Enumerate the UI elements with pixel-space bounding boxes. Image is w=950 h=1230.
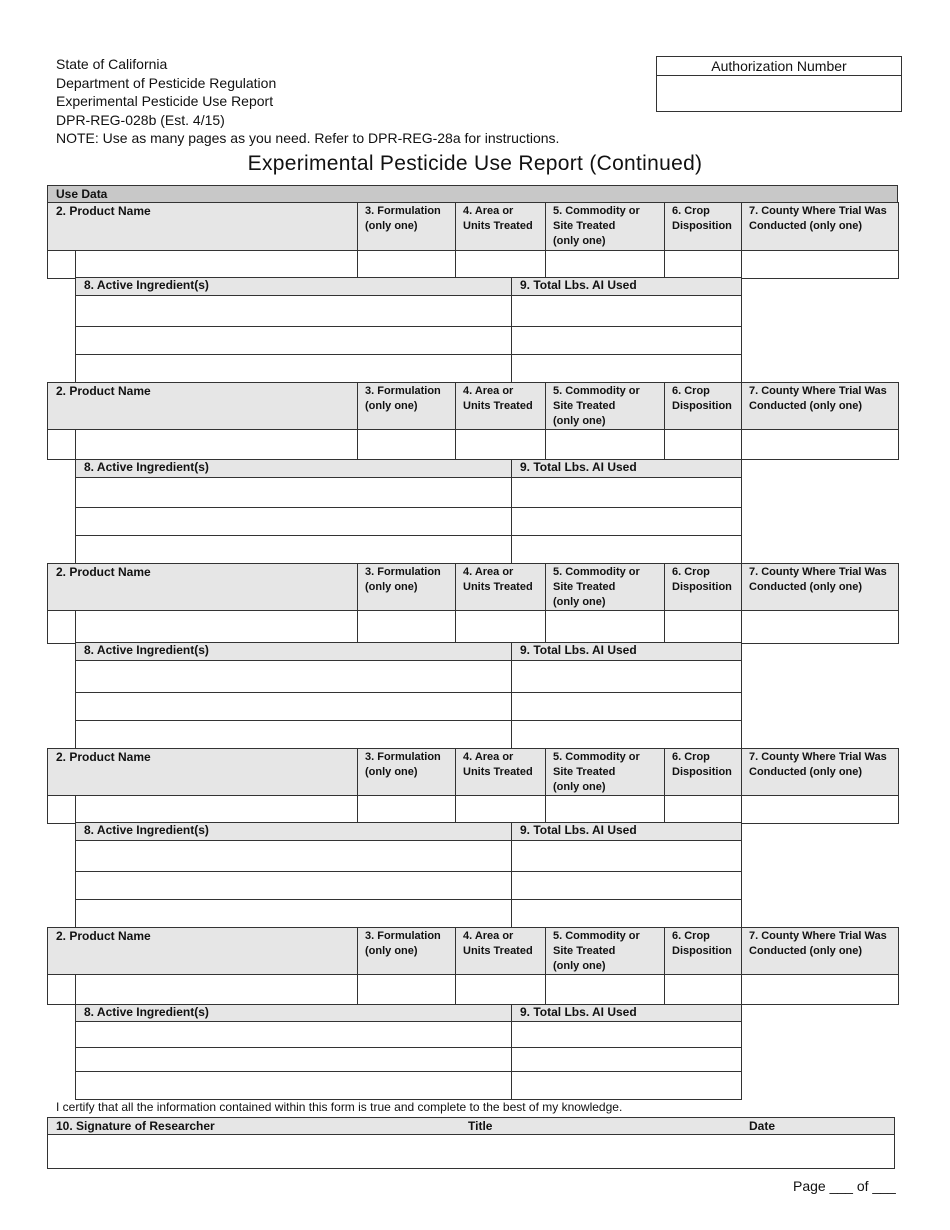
commodity-site-input[interactable] [545, 250, 665, 279]
formulation-input[interactable] [357, 974, 456, 1005]
row-index-cell [47, 795, 76, 824]
formulation-input[interactable] [357, 429, 456, 460]
active-ingredient-header: 8. Active Ingredient(s) [75, 822, 512, 841]
row-index-cell [47, 610, 76, 644]
county-input[interactable] [741, 795, 899, 824]
total-lbs-ai-input[interactable] [511, 871, 742, 900]
active-ingredient-header: 8. Active Ingredient(s) [75, 459, 512, 478]
formulation-header: 3. Formulation (only one) [357, 202, 456, 251]
total-lbs-ai-header: 9. Total Lbs. AI Used [511, 642, 742, 661]
product-name-header: 2. Product Name [47, 748, 358, 796]
total-lbs-ai-header: 9. Total Lbs. AI Used [511, 1004, 742, 1022]
county-input[interactable] [741, 429, 899, 460]
commodity-site-input[interactable] [545, 429, 665, 460]
area-treated-input[interactable] [455, 795, 546, 824]
authorization-number-field[interactable] [657, 76, 901, 112]
formulation-input[interactable] [357, 795, 456, 824]
area-treated-input[interactable] [455, 250, 546, 279]
active-ingredient-input[interactable] [75, 660, 512, 693]
area-treated-header: 4. Area or Units Treated [455, 563, 546, 611]
active-ingredient-input[interactable] [75, 477, 512, 508]
form-id: DPR-REG-028b (Est. 4/15) [56, 112, 225, 128]
active-ingredient-header: 8. Active Ingredient(s) [75, 642, 512, 661]
active-ingredient-input[interactable] [75, 1047, 512, 1072]
active-ingredient-input[interactable] [75, 692, 512, 721]
county-header: 7. County Where Trial Was Conducted (only one) [741, 563, 899, 611]
total-lbs-ai-input[interactable] [511, 1047, 742, 1072]
active-ingredient-input[interactable] [75, 899, 512, 928]
active-ingredient-input[interactable] [75, 1021, 512, 1048]
county-header: 7. County Where Trial Was Conducted (only one) [741, 202, 899, 251]
area-treated-header: 4. Area or Units Treated [455, 748, 546, 796]
formulation-header: 3. Formulation (only one) [357, 382, 456, 430]
page-indicator: Page ___ of ___ [793, 1178, 896, 1194]
total-lbs-ai-input[interactable] [511, 660, 742, 693]
total-lbs-ai-header: 9. Total Lbs. AI Used [511, 822, 742, 841]
product-name-header: 2. Product Name [47, 563, 358, 611]
commodity-site-header: 5. Commodity or Site Treated (only one) [545, 202, 665, 251]
signature-label: 10. Signature of Researcher [56, 1119, 215, 1133]
active-ingredient-input[interactable] [75, 326, 512, 355]
crop-disposition-header: 6. Crop Disposition [664, 563, 742, 611]
county-header: 7. County Where Trial Was Conducted (only one) [741, 927, 899, 975]
commodity-site-header: 5. Commodity or Site Treated (only one) [545, 382, 665, 430]
total-lbs-ai-input[interactable] [511, 1071, 742, 1100]
signature-field[interactable] [48, 1135, 468, 1168]
row-index-cell [47, 974, 76, 1005]
county-header: 7. County Where Trial Was Conducted (only one) [741, 748, 899, 796]
active-ingredient-input[interactable] [75, 354, 512, 383]
commodity-site-input[interactable] [545, 795, 665, 824]
crop-disposition-input[interactable] [664, 610, 742, 644]
active-ingredient-input[interactable] [75, 840, 512, 872]
active-ingredient-input[interactable] [75, 535, 512, 564]
product-name-input[interactable] [75, 429, 358, 460]
active-ingredient-input[interactable] [75, 507, 512, 536]
product-name-header: 2. Product Name [47, 382, 358, 430]
active-ingredient-input[interactable] [75, 1071, 512, 1100]
total-lbs-ai-input[interactable] [511, 1021, 742, 1048]
area-treated-input[interactable] [455, 610, 546, 644]
commodity-site-input[interactable] [545, 610, 665, 644]
total-lbs-ai-input[interactable] [511, 535, 742, 564]
total-lbs-ai-input[interactable] [511, 326, 742, 355]
total-lbs-ai-input[interactable] [511, 899, 742, 928]
agency-department: Department of Pesticide Regulation [56, 75, 277, 91]
county-header: 7. County Where Trial Was Conducted (only one) [741, 382, 899, 430]
crop-disposition-header: 6. Crop Disposition [664, 748, 742, 796]
area-treated-header: 4. Area or Units Treated [455, 927, 546, 975]
certification-statement: I certify that all the information contained within this form is true and complete to the best of my knowledge. [56, 1100, 623, 1114]
formulation-header: 3. Formulation (only one) [357, 748, 456, 796]
commodity-site-header: 5. Commodity or Site Treated (only one) [545, 927, 665, 975]
crop-disposition-input[interactable] [664, 429, 742, 460]
area-treated-input[interactable] [455, 429, 546, 460]
total-lbs-ai-input[interactable] [511, 507, 742, 536]
county-input[interactable] [741, 250, 899, 279]
product-name-input[interactable] [75, 795, 358, 824]
instructions-note: NOTE: Use as many pages as you need. Refer to DPR-REG-28a for instructions. [56, 130, 560, 146]
crop-disposition-input[interactable] [664, 795, 742, 824]
crop-disposition-input[interactable] [664, 250, 742, 279]
total-lbs-ai-input[interactable] [511, 720, 742, 749]
use-data-section-header: Use Data [47, 185, 898, 203]
product-name-input[interactable] [75, 250, 358, 279]
total-lbs-ai-input[interactable] [511, 477, 742, 508]
product-name-header: 2. Product Name [47, 927, 358, 975]
total-lbs-ai-header: 9. Total Lbs. AI Used [511, 277, 742, 296]
total-lbs-ai-input[interactable] [511, 692, 742, 721]
county-input[interactable] [741, 974, 899, 1005]
authorization-number-label: Authorization Number [657, 57, 901, 76]
crop-disposition-header: 6. Crop Disposition [664, 382, 742, 430]
total-lbs-ai-input[interactable] [511, 354, 742, 383]
signature-box [47, 1117, 895, 1169]
row-index-cell [47, 429, 76, 460]
title-field[interactable] [468, 1135, 749, 1168]
product-name-input[interactable] [75, 610, 358, 644]
form-name: Experimental Pesticide Use Report [56, 93, 274, 109]
total-lbs-ai-input[interactable] [511, 295, 742, 327]
commodity-site-header: 5. Commodity or Site Treated (only one) [545, 748, 665, 796]
active-ingredient-input[interactable] [75, 295, 512, 327]
county-input[interactable] [741, 610, 899, 644]
area-treated-input[interactable] [455, 974, 546, 1005]
crop-disposition-header: 6. Crop Disposition [664, 927, 742, 975]
agency-state: State of California [56, 56, 168, 72]
row-index-cell [47, 250, 76, 279]
crop-disposition-header: 6. Crop Disposition [664, 202, 742, 251]
formulation-input[interactable] [357, 250, 456, 279]
active-ingredient-header: 8. Active Ingredient(s) [75, 277, 512, 296]
area-treated-header: 4. Area or Units Treated [455, 382, 546, 430]
title-label: Title [468, 1119, 493, 1133]
formulation-header: 3. Formulation (only one) [357, 563, 456, 611]
formulation-input[interactable] [357, 610, 456, 644]
authorization-number-box [656, 56, 902, 112]
date-field[interactable] [749, 1135, 894, 1168]
active-ingredient-input[interactable] [75, 720, 512, 749]
crop-disposition-input[interactable] [664, 974, 742, 1005]
commodity-site-header: 5. Commodity or Site Treated (only one) [545, 563, 665, 611]
signature-header-row [48, 1118, 894, 1135]
formulation-header: 3. Formulation (only one) [357, 927, 456, 975]
date-label: Date [749, 1119, 776, 1133]
total-lbs-ai-input[interactable] [511, 840, 742, 872]
area-treated-header: 4. Area or Units Treated [455, 202, 546, 251]
active-ingredient-header: 8. Active Ingredient(s) [75, 1004, 512, 1022]
product-name-header: 2. Product Name [47, 202, 358, 251]
active-ingredient-input[interactable] [75, 871, 512, 900]
total-lbs-ai-header: 9. Total Lbs. AI Used [511, 459, 742, 478]
page-title: Experimental Pesticide Use Report (Continued) [247, 152, 703, 175]
product-name-input[interactable] [75, 974, 358, 1005]
commodity-site-input[interactable] [545, 974, 665, 1005]
